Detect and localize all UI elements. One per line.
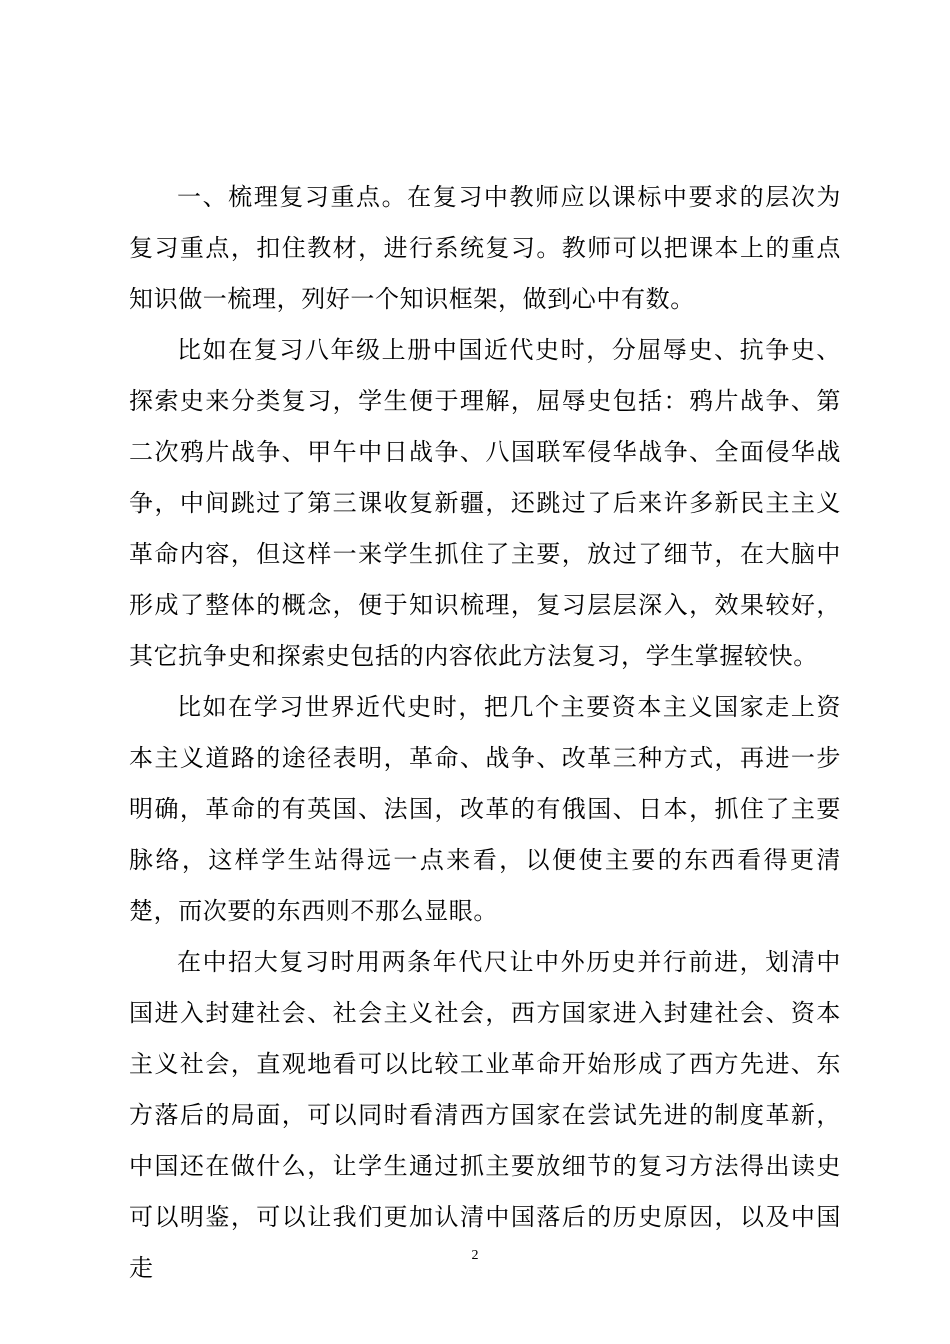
paragraph-4: 在中招大复习时用两条年代尺让中外历史并行前进，划清中国进入封建社会、社会主义社会，西方国家进入封建社会、资本主义社会，直观地看可以比较工业革命开始形成了西方先进、东方落后的局面，可以同时看清西方国家在尝试先进的制度革新，中国还在做什么，让学生通过抓主要放细节的复习方法得出读史可以明鉴，可以让我们更加认清中国落后的历史原因，以及中国走 — [129, 948, 841, 1282]
page-number: 2 — [471, 1248, 479, 1263]
paragraph-3: 比如在学习世界近代史时，把几个主要资本主义国家走上资本主义道路的途径表明，革命、战争、改革三种方式，再进一步明确，革命的有英国、法国，改革的有俄国、日本，抓住了主要脉络，这样学生站得远一点来看，以便使主要的东西看得更清楚，而次要的东西则不那么显眼。 — [129, 693, 841, 925]
body-text — [129, 172, 841, 1294]
paragraph-2: 比如在复习八年级上册中国近代史时，分屈辱史、抗争史、探索史来分类复习，学生便于理解，屈辱史包括：鸦片战争、第二次鸦片战争、甲午中日战争、八国联军侵华战争、全面侵华战争，中间跳过了第三课收复新疆，还跳过了后来许多新民主主义革命内容，但这样一来学生抓住了主要，放过了细节，在大脑中形成了整体的概念，便于知识梳理，复习层层深入，效果较好，其它抗争史和探索史包括的内容依此方法复习，学生掌握较快。 — [129, 336, 841, 670]
paragraph-1: 一、梳理复习重点。在复习中教师应以课标中要求的层次为复习重点，扣住教材，进行系统复习。教师可以把课本上的重点知识做一梳理，列好一个知识框架，做到心中有数。 — [129, 183, 841, 313]
